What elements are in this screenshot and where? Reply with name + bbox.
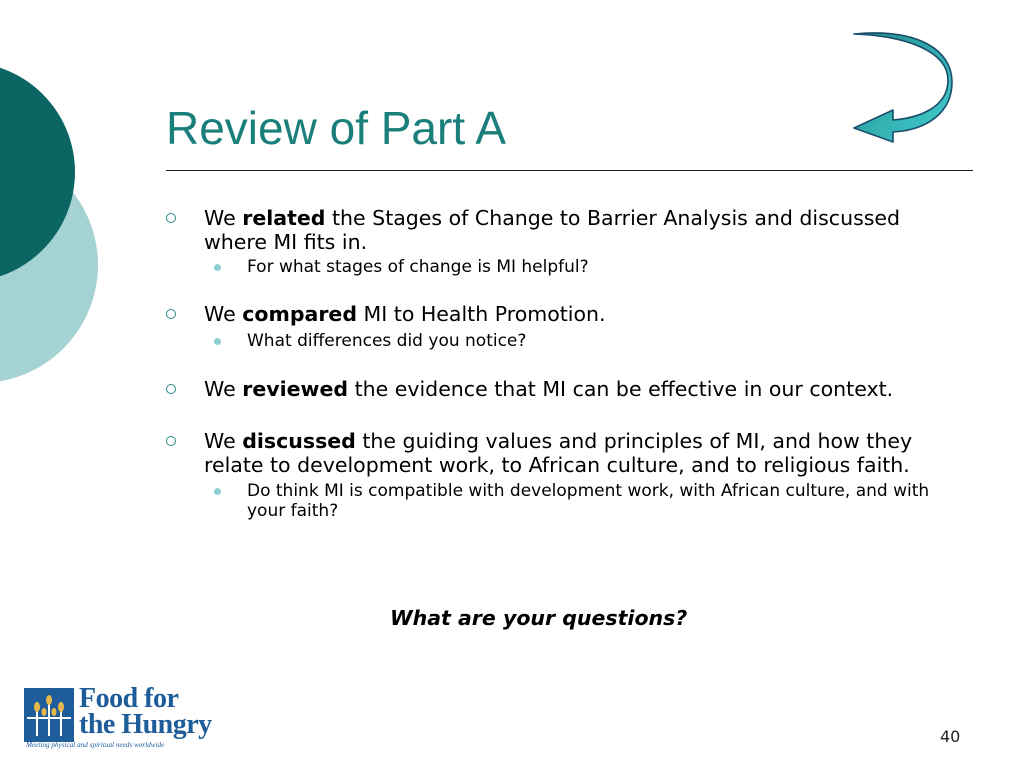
bullet-item [164, 430, 964, 477]
dot-bullet-icon [214, 338, 221, 345]
bullet-text: the evidence that MI can be effective in our context. [354, 376, 894, 401]
sub-bullet-item [164, 331, 964, 351]
circle-bullet-icon [166, 213, 176, 223]
circle-bullet-icon [166, 436, 176, 446]
bullet-prefix: We [204, 302, 236, 326]
logo-wordmark [79, 683, 212, 740]
wheat-logo-icon [24, 688, 74, 742]
sub-bullet-item [164, 257, 964, 277]
dot-bullet-icon [214, 264, 221, 271]
bullet-text: the Stages of Change to Barrier Analysis and discussed where MI fits in. [204, 206, 901, 254]
dot-bullet-icon [214, 488, 221, 495]
bullet-item [164, 303, 964, 327]
logo-line-2: the Hungry [79, 709, 212, 740]
bullet-text: the guiding values and principles of MI, and how they relate to development work, to African culture, and to religious faith. [204, 429, 913, 477]
slide-title: Review of Part A [166, 102, 507, 154]
logo-line-1: Food for [79, 683, 179, 714]
bullet-prefix: We [204, 206, 236, 230]
sub-bullet-text: What differences did you notice? [247, 330, 527, 351]
curved-return-arrow-icon[interactable] [848, 30, 958, 150]
bullet-list [164, 207, 964, 521]
bullet-item [164, 207, 964, 254]
sub-bullet-text: For what stages of change is MI helpful? [247, 257, 589, 277]
sub-bullet-item [164, 481, 964, 521]
bullet-bold-verb: related [242, 206, 326, 230]
bullet-bold-verb: compared [242, 302, 358, 326]
decorative-circles [0, 0, 110, 420]
bullet-prefix: We [204, 376, 236, 401]
bullet-bold-verb: discussed [242, 429, 356, 453]
circle-bullet-icon [166, 384, 176, 394]
bullet-bold-verb: reviewed [242, 376, 349, 401]
bullet-prefix: We [204, 429, 236, 453]
bullet-text: MI to Health Promotion. [363, 302, 606, 326]
title-divider [166, 170, 973, 171]
bullet-item [164, 378, 964, 402]
page-number: 40 [940, 727, 961, 746]
closing-question: What are your questions? [390, 606, 688, 630]
logo-tagline: Meeting physical and spiritual needs worldwide [26, 741, 165, 749]
sub-bullet-text: Do think MI is compatible with development work, with African culture, and with your faith? [247, 481, 930, 521]
circle-bullet-icon [166, 309, 176, 319]
